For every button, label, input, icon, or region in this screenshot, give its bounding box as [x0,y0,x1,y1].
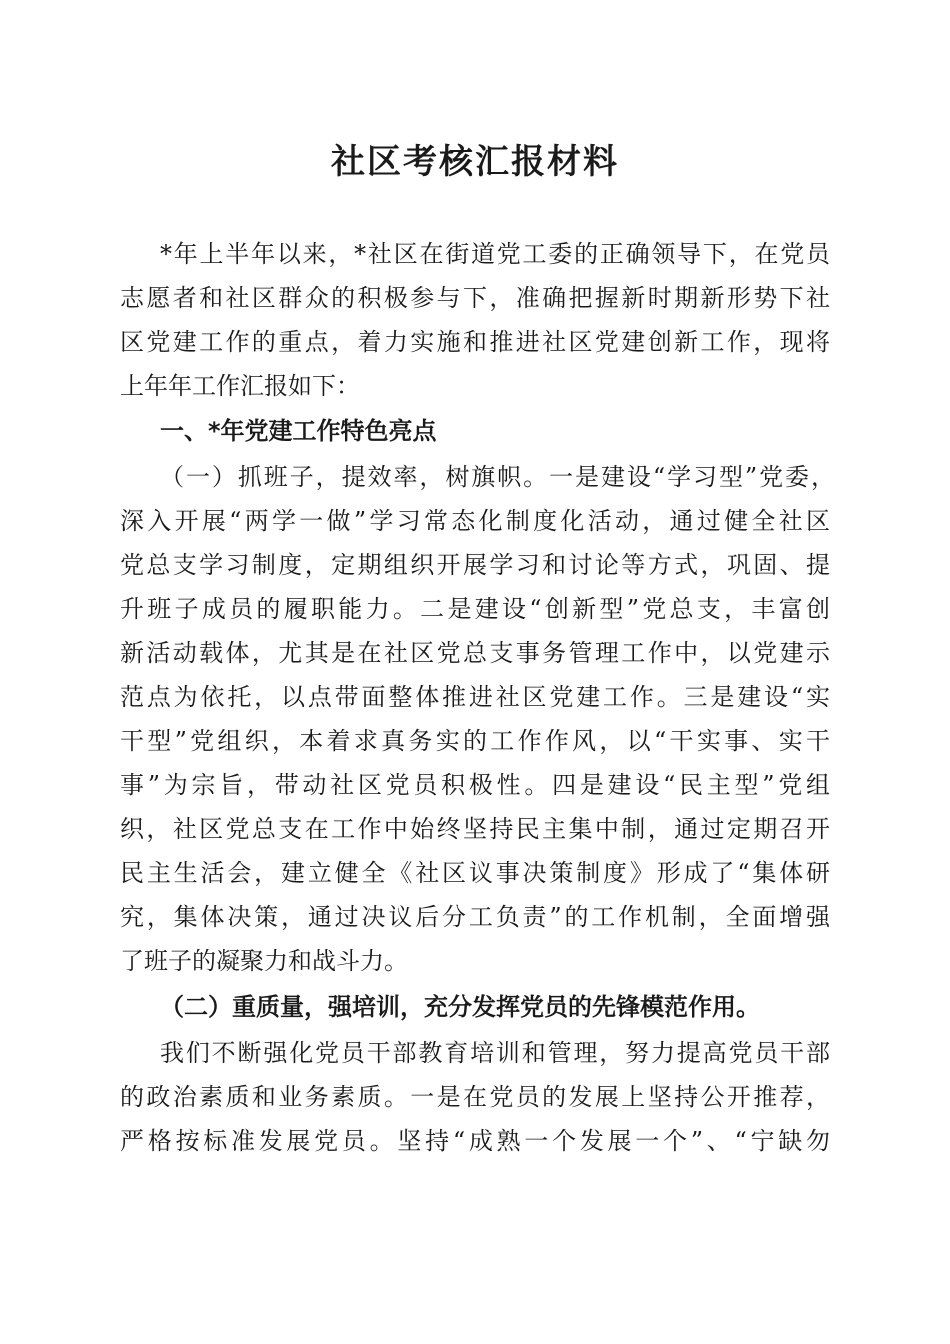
paragraph-line: 究，集体决策，通过决议后分工负责”的工作机制，全面增强 [120,903,830,931]
paragraph-line: 的政治素质和业务素质。一是在党员的发展上坚持公开推荐， [120,1083,830,1111]
paragraph-line: 区党建工作的重点，着力实施和推进社区党建创新工作，现将 [120,328,830,356]
paragraph-line: 了班子的凝聚力和战斗力。 [120,947,408,975]
paragraph-line: 志愿者和社区群众的积极参与下，准确把握新时期新形势下社 [120,284,830,312]
paragraph-line: 严格按标准发展党员。坚持“成熟一个发展一个”、“宁缺勿 [120,1127,830,1155]
paragraph-line: 民主生活会，建立健全《社区议事决策制度》形成了“集体研 [120,859,830,887]
section-heading: 一、*年党建工作特色亮点 [160,417,437,445]
paragraph-line: 党总支学习制度，定期组织开展学习和讨论等方式，巩固、提 [120,551,830,579]
paragraph-line: 我们不断强化党员干部教育培训和管理，努力提高党员干部 [160,1039,830,1067]
paragraph-line: 事”为宗旨，带动社区党员积极性。四是建设“民主型”党组 [120,771,830,799]
paragraph-line: 上年年工作汇报如下： [120,372,360,400]
paragraph-line: 新活动载体，尤其是在社区党总支事务管理工作中，以党建示 [120,639,830,667]
subsection-heading: （二）重质量，强培训，充分发挥党员的先锋模范作用。 [160,992,760,1021]
paragraph-line: 深入开展“两学一做”学习常态化制度化活动，通过健全社区 [120,507,830,535]
paragraph-line: 范点为依托，以点带面整体推进社区党建工作。三是建设“实 [120,683,830,711]
paragraph-line: 织，社区党总支在工作中始终坚持民主集中制，通过定期召开 [120,815,830,843]
paragraph-line: 干型”党组织，本着求真务实的工作作风，以“干实事、实干 [120,727,830,755]
paragraph-line: *年上半年以来，*社区在街道党工委的正确领导下，在党员 [160,240,830,268]
document-title: 社区考核汇报材料 [331,142,619,182]
subsection-line: （一）抓班子，提效率，树旗帜。一是建设“学习型”党委， [160,463,835,491]
paragraph-line: 升班子成员的履职能力。二是建设“创新型”党总支，丰富创 [120,595,830,623]
